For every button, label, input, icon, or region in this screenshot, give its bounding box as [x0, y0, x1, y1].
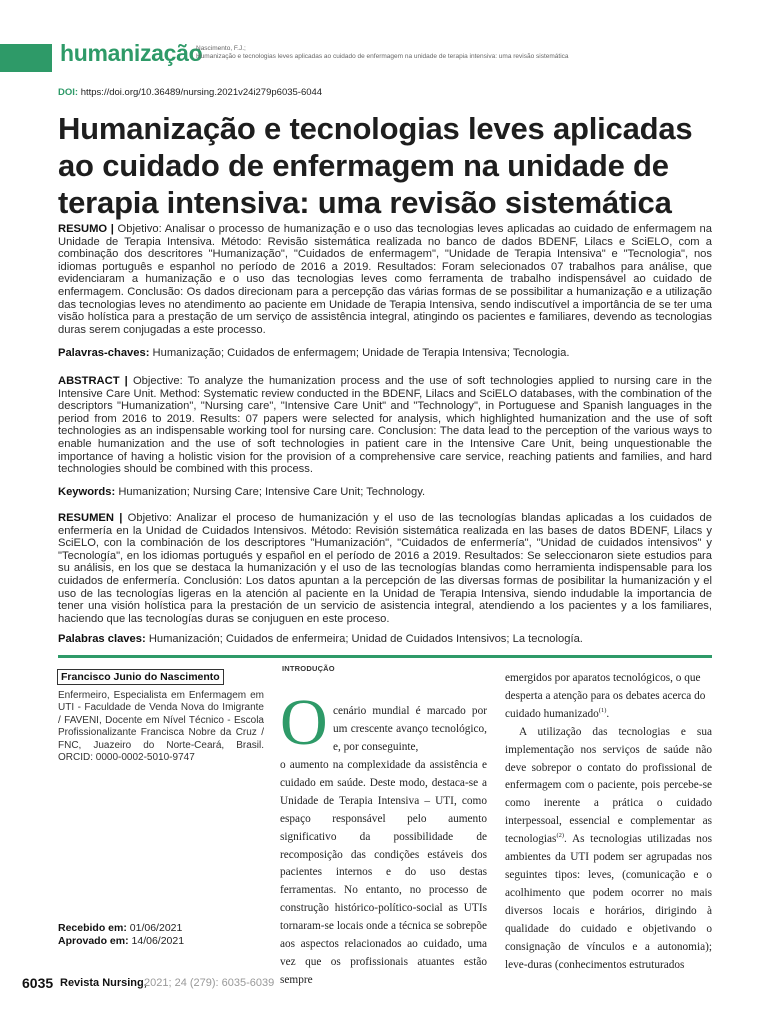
intro-paragraph-start: cenário mundial é marcado por um crescente avanço tecnológico, e, por conseguinte,: [333, 705, 487, 753]
section-word: humanização: [60, 40, 203, 66]
resumo-text: Objetivo: Analisar o processo de humanização e o uso das tecnologias leves aplicadas ao cuidado de enfermagem na Unidade de Terapia Intensiva. Método: Revisão sistemática realizada no banco de dados BDENF, Lilacs e SciELO, com a combinação dos descritores "Humanização", "Cuidados de enfermagem", "Unidade de Terapia Intensiva" e "Tecnologia", nos idiomas português e espanhol no período de 2016 a 2019. Resultados: Foram selecionados 07 trabalhos para análise, que evidenciaram a humanização e o uso das tecnologias leves como ferramenta de trabalho indispensável ao cuidado de enfermagem. Conclusão: Os dados direcionam para a percepção das várias formas de se possibilitar a humanização e a utilização das tecnologias leves no atendimento ao paciente em Unidade de Terapia Intensiva, sendo indiscutível a importância de se ter uma visão holística para a prestação de um serviço de assistência integral, atingindo os pacientes e familiares, devendo as tecnologias duras serem conjugadas a este processo.: [58, 223, 712, 336]
journal-name: Revista Nursing,: [60, 977, 147, 989]
approved-value: 14/06/2021: [131, 935, 185, 947]
keywords-en: [58, 486, 712, 499]
keywords-es-label: Palabras claves:: [58, 633, 146, 645]
header-accent-bar: [0, 44, 52, 72]
keywords-pt-text: Humanização; Cuidados de enfermagem; Unidade de Terapia Intensiva; Tecnologia.: [152, 347, 570, 359]
drop-cap: O: [280, 686, 328, 759]
page-number: 6035: [22, 975, 54, 991]
approved-date: [58, 935, 184, 947]
doi: [58, 87, 322, 98]
running-title: Humanização e tecnologias leves aplicadas ao cuidado de enfermagem na unidade de terapia intensiva: uma revisão sistemática: [196, 53, 569, 60]
body-column-right: [505, 670, 712, 974]
section-divider: [58, 655, 712, 658]
resumen-label: RESUMEN |: [58, 512, 123, 524]
received-date: [58, 922, 182, 934]
keywords-es: [58, 633, 712, 646]
keywords-en-label: Keywords:: [58, 486, 116, 498]
author-description: Enfermeiro, Especialista em Enfermagem em UTI - Faculdade de Venda Nova do Imigrante / FAVENI, Docente em Nível Técnico - Escola Profissionalizante Francisca Nobre da Cruz / FNC, Juazeiro do Norte-Ceará, Brasil. ORCID: 0000-0002-5010-9747: [58, 690, 264, 764]
journal-issue: 2021; 24 (279): 6035-6039: [144, 977, 275, 989]
resumo-label: RESUMO |: [58, 223, 114, 235]
abstract-label: ABSTRACT |: [58, 375, 128, 387]
running-header: [196, 45, 676, 61]
resumen-block: [58, 512, 712, 625]
resumo-block: [58, 223, 712, 336]
body-paragraph-1: emergidos por aparatos tecnológicos, o que desperta a atenção para os debates acerca do cuidado humanizado$^{(1)}$.: [505, 672, 706, 720]
resumen-text: Objetivo: Analizar el proceso de humanización y el uso de las tecnologías blandas aplicadas a los cuidados de enfermería en la Unidad de Cuidados Intensivos. Método: Revisión sistemática realizada en las bases de datos BDENF, Lilacs y SciELO, con la combinación de los descriptores "Humanización", "Cuidados de enfermería", "Unidad de cuidados intensivos" y "Tecnología", en los idiomas portugués y español en el período de 2016 a 2019. Resultados: Se seleccionaron siete estudios para su análisis, en los que se destaca la humanización y el uso de las tecnologías blandas como herramienta indispensable para los cuidados de enfermería. Conclusión: Los datos apuntan a la percepción de las diversas formas de posibilitar la humanización y el uso de las tecnologías ligeras en la atención al paciente en la Unidad de Terapia Intensiva, siendo indudable la importancia de tener una visión holística para la prestación de un servicio de asistencia integral, atendiendo a los pacientes y a los familiares, haciendo que las tecnologías duras se conjuguen en este proceso.: [58, 512, 713, 625]
doi-label: DOI:: [58, 87, 79, 98]
keywords-pt-label: Palavras-chaves:: [58, 347, 150, 359]
intro-heading: INTRODUÇÃO: [282, 664, 335, 673]
intro-paragraph-continued: o aumento na complexidade da assistência e cuidado em saúde. Deste modo, destaca-se a Unidade de Terapia Intensiva – UTI, como espaço responsável pelo aumento significativo da possibilidade de recomposição das condições estáveis dos pacientes internos e do uso destas ferramentas. No entanto, no processo de construção histórico-político-social as UTIs tornaram-se locais onde a técnica se sobrepõe aos aspectos relacionados ao cuidado, uma vez que os profissionais atuantes estão sempre: [280, 759, 487, 986]
citation-ref[interactable]: (2): [556, 832, 565, 840]
abstract-block: [58, 375, 712, 476]
author-name: Francisco Junio do Nascimento: [57, 669, 224, 685]
received-label: Recebido em:: [58, 922, 127, 934]
keywords-en-text: Humanization; Nursing Care; Intensive Care Unit; Technology.: [118, 486, 426, 498]
keywords-es-text: Humanización; Cuidados de enfermeira; Unidad de Cuidados Intensivos; La tecnología.: [148, 633, 583, 645]
body-paragraph-2: A utilização das tecnologias e sua implementação nos serviços de saúde não deve sobrepor o contato do profissional de enfermagem com o paciente, pois percebe-se como inerente a prática o cuidado interpessoal, essencial e complementar as tecnologias$^{(2)}$. As tecnologias utilizadas nos ambientes da UTI podem ser agrupadas nos seguintes tipos: leves, (comunicação e o acolhimento que podem ocorrer no mais diversos locais e horários, dirigindo à qualidade do cuidado e objetivando o consignação de vínculos e a autonomia); leve-duras (conhecimentos estruturados: [505, 725, 712, 971]
approved-label: Aprovado em:: [58, 935, 129, 947]
running-author: Nascimento, F.J.;: [196, 45, 246, 52]
abstract-text: Objective: To analyze the humanization process and the use of soft technologies applied to nursing care in the Intensive Care Unit. Method: Systematic review conducted in the BDENF, Lilacs and SciELO databases, with the combination of the descriptors "Humanization", "Nursing care", "Intensive Care Unit" and "Technology", in Portuguese and Spanish languages in the period from 2016 to 2019. Results: 07 papers were selected for analysis, which highlighted humanization and the use of soft technologies as an indispensable working tool for nursing care. Conclusion: The data lead to the perception of the various ways to enable humanization and the use of soft technologies in patient care in the Intensive Care Unit, being unquestionable the importance of having a holistic vision for the provision of a comprehensive care service, reaching patients and families, and hard technologies should be combined with this process.: [58, 375, 713, 476]
keywords-pt: [58, 347, 712, 360]
received-value: 01/06/2021: [129, 922, 183, 934]
doi-link[interactable]: https://doi.org/10.36489/nursing.2021v24i279p6035-6044: [80, 87, 323, 98]
citation-ref[interactable]: (1): [598, 707, 607, 715]
article-title: Humanização e tecnologias leves aplicadas ao cuidado de enfermagem na unidade de terapia intensiva: uma revisão sistemática: [58, 111, 693, 220]
